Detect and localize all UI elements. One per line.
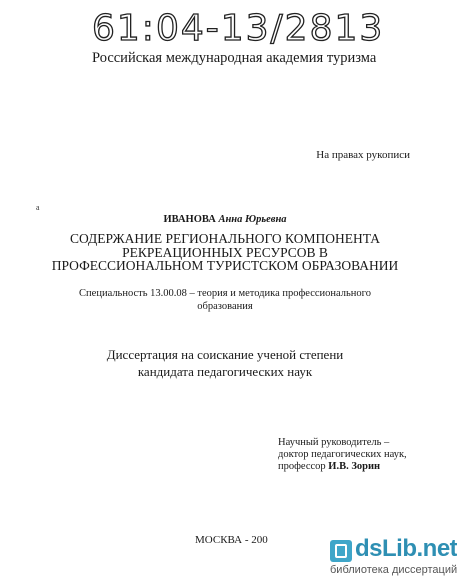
city-year: МОСКВА - 200 — [195, 534, 268, 546]
degree-statement — [0, 346, 450, 380]
title-line: ПРОФЕССИОНАЛЬНОМ ТУРИСТСКОМ ОБРАЗОВАНИИ — [51, 258, 399, 273]
dslib-watermark[interactable] — [330, 532, 457, 578]
handwritten-code-text: 61:04-13/2813 — [92, 8, 385, 49]
specialty-line: образования — [197, 301, 253, 312]
supervisor-rank: профессор — [278, 461, 326, 472]
degree-line: кандидата педагогических наук — [137, 364, 313, 379]
degree-line: Диссертация на соискание ученой степени — [106, 347, 344, 362]
author-surname: ИВАНОВА — [163, 214, 216, 225]
dissertation-title — [0, 232, 450, 273]
watermark-brand: dsLib.net — [355, 535, 457, 562]
supervisor-name: И.В. Зорин — [328, 461, 381, 472]
handwritten-code-drawing — [92, 2, 385, 50]
author-given-name: Анна Юрьевна — [218, 214, 287, 225]
supervisor-title-line — [278, 461, 407, 473]
specialty-line: Специальность 13.00.08 – теория и методика профессионального — [79, 288, 371, 299]
margin-mark: а — [36, 203, 40, 212]
watermark-subtitle: библиотека диссертаций — [330, 564, 457, 576]
supervisor-degree: доктор педагогических наук, — [278, 449, 407, 460]
supervisor-block — [278, 437, 407, 473]
author-name — [0, 214, 450, 225]
specialty — [0, 287, 450, 313]
book-icon — [330, 540, 352, 562]
rights-note: На правах рукописи — [316, 149, 410, 161]
supervisor-role: Научный руководитель – — [278, 437, 390, 448]
institution-name: Российская международная академия туризма — [92, 50, 377, 66]
handwritten-catalog-code — [92, 2, 385, 50]
title-line: РЕКРЕАЦИОННЫХ РЕСУРСОВ В — [122, 244, 328, 260]
title-line: СОДЕРЖАНИЕ РЕГИОНАЛЬНОГО КОМПОНЕНТА — [69, 231, 381, 246]
